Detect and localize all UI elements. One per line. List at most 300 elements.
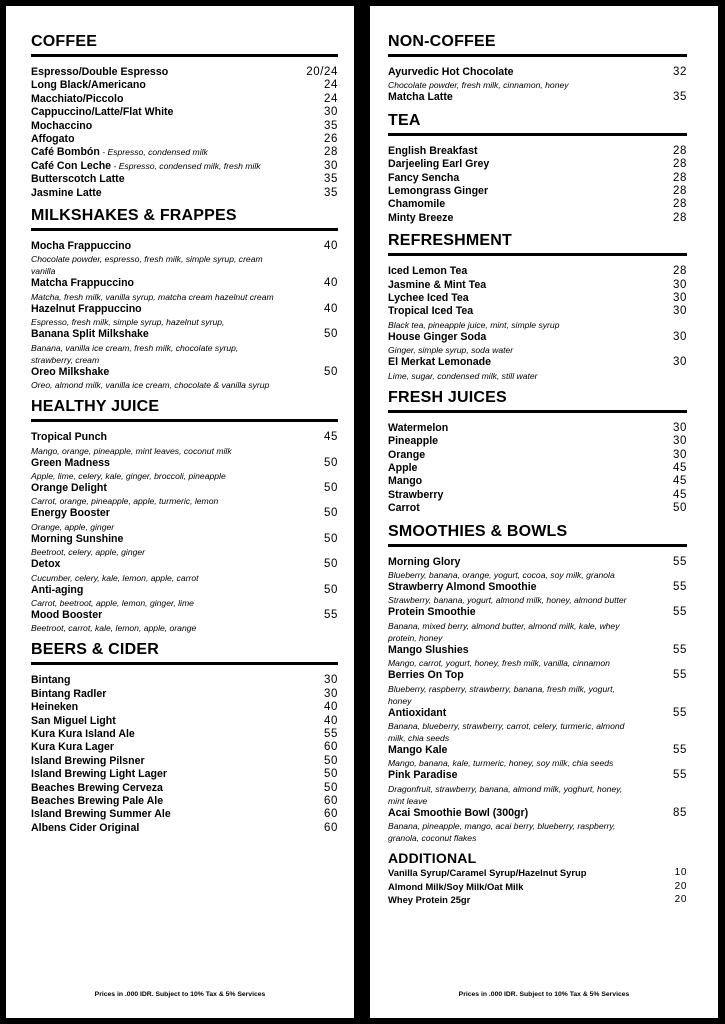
price-note: Prices in .000 IDR. Subject to 10% Tax & 5% Services	[458, 991, 630, 998]
menu-section	[388, 850, 687, 906]
item-name-label: Café Con Leche	[31, 159, 112, 172]
menu-item	[31, 768, 338, 781]
item-name-label: Bintang Radler	[31, 687, 107, 700]
item-price: 55	[673, 606, 687, 619]
menu-item	[388, 422, 687, 435]
section-title: HEALTHY JUICE	[31, 398, 160, 416]
item-price: 50	[324, 481, 338, 494]
section-divider	[388, 133, 687, 136]
item-name	[388, 462, 417, 475]
item-name	[31, 187, 102, 200]
item-name-label: Green Madness	[31, 456, 110, 469]
item-price: 30	[324, 106, 338, 119]
item-price: 55	[324, 727, 338, 740]
section-title: COFFEE	[31, 33, 98, 50]
item-description: Carrot, orange, pineapple, apple, turmeric, lemon	[31, 496, 219, 507]
item-price: 20	[674, 880, 687, 892]
item-name	[388, 158, 489, 171]
menu-item	[31, 584, 338, 609]
item-price: 30	[673, 435, 687, 448]
menu-item	[31, 558, 338, 583]
item-description: Cucumber, celery, kale, lemon, apple, carrot	[31, 572, 199, 583]
menu-item	[388, 91, 687, 104]
menu-item	[31, 133, 338, 146]
item-name-label: Cappuccino/Latte/Flat White	[31, 106, 174, 119]
menu-item-text	[388, 807, 638, 844]
item-price: 35	[324, 186, 338, 199]
item-description: Matcha, fresh milk, vanilla syrup, matcha cream hazelnut cream	[31, 291, 274, 302]
item-description: Carrot, beetroot, apple, lemon, ginger, lime	[31, 597, 194, 608]
menu-item-text	[31, 609, 281, 634]
menu-item-text	[31, 66, 168, 79]
menu-item	[388, 880, 687, 893]
item-name	[388, 893, 470, 906]
item-name	[388, 422, 448, 435]
item-name-label: Whey Protein 25gr	[388, 894, 471, 905]
item-name	[388, 556, 638, 569]
item-description: Mango, banana, kale, turmeric, honey, soy milk, chia seeds	[388, 758, 614, 769]
item-price: 28	[673, 198, 687, 211]
item-price: 45	[673, 461, 687, 474]
item-price: 28	[673, 144, 687, 157]
menu-item	[31, 741, 338, 754]
menu-item-text	[388, 91, 453, 104]
item-price: 60	[324, 795, 338, 807]
menu-item	[388, 356, 687, 381]
menu-item	[388, 489, 687, 502]
menu-section	[388, 111, 687, 225]
item-price: 24	[324, 92, 338, 105]
menu-item-text	[31, 808, 171, 821]
menu-item	[388, 866, 687, 879]
item-name	[31, 106, 173, 119]
item-name-label: Watermelon	[388, 421, 449, 434]
item-name-label: Mango Kale	[388, 743, 448, 756]
menu-section	[31, 32, 338, 200]
item-name	[388, 265, 467, 278]
item-name	[31, 507, 281, 520]
item-description: Dragonfruit, strawberry, banana, almond milk, yoghurt, honey, mint leave	[388, 783, 623, 806]
item-name	[31, 431, 281, 444]
item-name	[388, 145, 478, 158]
item-name-label: Island Brewing Summer Ale	[31, 808, 171, 821]
item-price: 50	[324, 583, 338, 596]
item-name	[388, 606, 638, 619]
item-price: 35	[673, 91, 687, 104]
item-name	[388, 331, 638, 344]
menu-item-text	[388, 449, 425, 462]
menu-item	[31, 173, 338, 186]
item-name-label: Detox	[31, 558, 61, 571]
menu-item	[31, 79, 338, 92]
item-name-label: Morning Sunshine	[31, 532, 124, 545]
item-name	[31, 715, 116, 728]
menu-item-text	[388, 279, 486, 292]
item-name-label: Mood Booster	[31, 608, 103, 621]
menu-item-text	[388, 707, 638, 744]
menu-item	[388, 145, 687, 158]
item-price: 50	[324, 781, 338, 794]
menu-item	[388, 669, 687, 706]
item-name-label: Strawberry Almond Smoothie	[388, 580, 537, 593]
item-description: Chocolate powder, fresh milk, cinnamon, honey	[388, 80, 569, 91]
section-divider	[388, 54, 687, 57]
item-name-label: Kura Kura Island Ale	[31, 727, 135, 740]
menu-item-text	[31, 755, 145, 768]
item-name-label: Iced Lemon Tea	[388, 265, 468, 278]
menu-item	[31, 240, 338, 277]
item-description: Black tea, pineapple juice, mint, simple syrup	[388, 319, 560, 330]
item-inline-description: - Espresso, condensed milk, fresh milk	[111, 160, 261, 171]
item-price: 28	[673, 171, 687, 184]
menu-item-text	[388, 158, 489, 171]
item-name-label: Kura Kura Lager	[31, 741, 115, 754]
item-price: 60	[324, 821, 338, 834]
menu-item	[388, 581, 687, 606]
item-name	[388, 581, 638, 594]
item-price: 26	[324, 133, 338, 146]
item-description: Banana, mixed berry, almond butter, almond milk, kale, whey protein, honey	[388, 620, 620, 643]
item-name-label: Oreo Milkshake	[31, 365, 110, 378]
section-title: BEERS & CIDER	[31, 641, 159, 659]
menu-item	[31, 160, 338, 173]
menu-item-text	[31, 584, 281, 609]
item-price: 30	[673, 292, 687, 305]
item-name-label: Albens Cider Original	[31, 821, 140, 834]
item-name-label: Strawberry	[388, 488, 444, 501]
item-name	[388, 502, 420, 515]
menu-column-right	[388, 32, 687, 912]
item-name	[31, 741, 114, 754]
menu-item	[388, 185, 687, 198]
item-name-label: Almond Milk/Soy Milk/Oat Milk	[388, 880, 524, 892]
menu-item	[388, 449, 687, 462]
menu-item-text	[388, 66, 638, 91]
item-price: 40	[324, 714, 338, 727]
item-price: 60	[324, 808, 338, 821]
item-name-label: Jasmine Latte	[31, 186, 102, 199]
section-title: REFRESHMENT	[388, 232, 512, 250]
section-title: TEA	[388, 111, 421, 129]
section-title: SMOOTHIES & BOWLS	[388, 522, 568, 540]
menu-item-text	[31, 303, 281, 328]
item-name-label: Beaches Brewing Pale Ale	[31, 795, 164, 807]
item-price: 55	[673, 580, 687, 593]
item-name	[31, 768, 167, 781]
section-divider	[388, 410, 687, 413]
item-price: 30	[673, 330, 687, 343]
item-name-label: Lemongrass Ginger	[388, 185, 489, 198]
item-price: 30	[673, 448, 687, 461]
section-divider	[31, 662, 338, 665]
item-name-label: San Miguel Light	[31, 714, 116, 727]
item-name-label: Orange	[388, 448, 426, 461]
item-price: 40	[324, 277, 338, 290]
item-description: Banana, vanilla ice cream, fresh milk, chocolate syrup, strawberry, cream	[31, 342, 239, 365]
menu-item	[31, 808, 338, 821]
menu-item	[388, 158, 687, 171]
item-name-label: Long Black/Americano	[31, 79, 146, 92]
item-name-label: Island Brewing Pilsner	[31, 754, 145, 767]
item-name	[388, 644, 638, 657]
menu-item-text	[388, 435, 438, 448]
item-price: 50	[324, 768, 338, 781]
menu-item-text	[31, 240, 281, 277]
item-price: 55	[673, 669, 687, 682]
item-name	[31, 457, 281, 470]
item-description: Banana, pineapple, mango, acai berry, blueberry, raspberry, granola, coconut flakes	[388, 821, 616, 844]
menu-item-text	[31, 277, 281, 302]
item-name	[388, 669, 638, 682]
item-price: 28	[673, 185, 687, 198]
menu-item	[31, 66, 338, 79]
menu-item	[31, 755, 338, 768]
menu-item-text	[388, 866, 587, 879]
menu-item-text	[31, 120, 92, 133]
item-price: 20	[674, 894, 687, 905]
menu-item	[388, 435, 687, 448]
section-title: ADDITIONAL	[388, 850, 477, 867]
menu-item	[388, 212, 687, 225]
menu-item	[388, 807, 687, 844]
menu-item-text	[388, 556, 638, 581]
item-name-label: Chamomile	[388, 198, 446, 211]
item-name	[31, 533, 281, 546]
menu-section	[388, 32, 687, 105]
menu-item	[31, 688, 338, 701]
menu-item	[31, 457, 338, 482]
item-name-label: Mango Slushies	[388, 643, 469, 656]
menu-item	[388, 66, 687, 91]
menu-item-text	[388, 744, 638, 769]
item-name	[31, 328, 281, 341]
menu-item-text	[31, 795, 163, 808]
menu-item	[388, 893, 687, 906]
item-price: 24	[324, 79, 338, 92]
menu-item-text	[31, 507, 281, 532]
menu-item-text	[388, 172, 459, 185]
menu-item	[388, 462, 687, 475]
item-name	[31, 808, 171, 821]
menu-item	[388, 606, 687, 643]
menu-column-left	[31, 32, 338, 841]
item-name-label: Apple	[388, 461, 418, 474]
menu-item-text	[31, 93, 123, 106]
menu-item-text	[31, 741, 114, 754]
item-name	[388, 185, 488, 198]
item-name	[31, 133, 75, 146]
menu-item-text	[388, 502, 420, 515]
menu-item	[31, 609, 338, 634]
item-description: Beetroot, carrot, kale, lemon, apple, orange	[31, 623, 197, 634]
item-name	[31, 277, 281, 290]
item-description: Chocolate powder, espresso, fresh milk, simple syrup, cream vanilla	[31, 254, 263, 277]
menu-item	[388, 556, 687, 581]
menu-item	[31, 328, 338, 365]
section-divider	[31, 228, 338, 231]
item-name-label: El Merkat Lemonade	[388, 356, 492, 369]
menu-item-text	[31, 146, 208, 159]
item-name-label: Vanilla Syrup/Caramel Syrup/Hazelnut Syrup	[388, 867, 587, 879]
menu-item-text	[31, 133, 75, 146]
item-description: Espresso, fresh milk, simple syrup, hazelnut syrup,	[31, 317, 225, 328]
item-price: 30	[324, 687, 338, 700]
menu-item	[388, 769, 687, 806]
section-divider	[388, 544, 687, 547]
menu-item	[388, 279, 687, 292]
menu-item-text	[388, 880, 523, 893]
item-name	[31, 173, 125, 186]
item-price: 50	[673, 502, 687, 515]
menu-item-text	[31, 782, 163, 795]
item-price: 30	[324, 159, 338, 172]
menu-section	[388, 231, 687, 381]
menu-item-text	[388, 644, 638, 669]
menu-item	[31, 120, 338, 133]
item-name	[31, 609, 281, 622]
item-name	[31, 160, 261, 173]
item-description: Mango, carrot, yogurt, honey, fresh milk, vanilla, cinnamon	[388, 658, 610, 669]
menu-item-text	[31, 160, 261, 173]
menu-item-text	[31, 715, 116, 728]
item-name-label: Mocha Frappuccino	[31, 240, 132, 253]
item-name	[388, 769, 638, 782]
menu-item-text	[388, 212, 453, 225]
item-price: 50	[324, 754, 338, 767]
item-description: Beetroot, celery, apple, ginger	[31, 547, 146, 558]
item-price: 32	[673, 66, 687, 78]
item-price: 55	[673, 706, 687, 719]
menu-item	[31, 795, 338, 808]
item-name	[388, 212, 453, 225]
item-description: Lime, sugar, condensed milk, still water	[388, 370, 538, 381]
menu-item-text	[388, 198, 445, 211]
section-title: FRESH JUICES	[388, 388, 507, 406]
item-name	[388, 475, 422, 488]
menu-item	[31, 674, 338, 687]
menu-item-text	[388, 606, 638, 643]
menu-item-text	[388, 422, 448, 435]
item-price: 55	[673, 769, 687, 782]
section-divider	[388, 253, 687, 256]
menu-item	[31, 187, 338, 200]
item-price: 50	[324, 456, 338, 469]
item-name	[31, 822, 139, 835]
item-name-label: Lychee Iced Tea	[388, 292, 469, 305]
item-name	[31, 146, 208, 159]
item-name-label: Beaches Brewing Cerveza	[31, 781, 163, 794]
menu-item-text	[388, 292, 469, 305]
item-name-label: Mango	[388, 475, 423, 488]
item-name-label: Darjeeling Earl Grey	[388, 158, 490, 171]
item-name-label: Berries On Top	[388, 669, 464, 682]
item-price: 55	[673, 555, 687, 568]
menu-item-text	[31, 482, 281, 507]
item-description: Orange, apple, ginger	[31, 521, 115, 532]
menu-item	[388, 265, 687, 278]
menu-item	[31, 146, 338, 159]
item-name-label: Butterscotch Latte	[31, 173, 125, 186]
menu-item	[31, 431, 338, 456]
item-price: 55	[673, 743, 687, 756]
menu-item-text	[31, 457, 281, 482]
item-name	[388, 305, 638, 318]
item-price: 45	[673, 475, 687, 488]
item-name	[388, 279, 486, 292]
menu-item-text	[31, 366, 281, 391]
item-name	[388, 866, 587, 879]
menu-item-text	[31, 728, 135, 741]
item-price: 10	[674, 867, 687, 879]
item-name-label: Protein Smoothie	[388, 606, 476, 619]
item-description: Ginger, simple syrup, soda water	[388, 345, 514, 356]
item-name-label: Hazelnut Frappuccino	[31, 302, 142, 315]
menu-item-text	[31, 187, 102, 200]
item-name-label: Anti-aging	[31, 583, 84, 596]
item-name	[31, 728, 135, 741]
item-name	[388, 449, 425, 462]
menu-item	[31, 507, 338, 532]
item-name-label: Espresso/Double Espresso	[31, 66, 169, 78]
item-description: Apple, lime, celery, kale, ginger, broccoli, pineapple	[31, 470, 226, 481]
menu-item-text	[388, 185, 488, 198]
section-divider	[31, 419, 338, 422]
item-name	[388, 880, 523, 893]
item-name	[388, 356, 638, 369]
menu-section	[31, 640, 338, 835]
menu-item-text	[31, 688, 106, 701]
item-name-label: Matcha Frappuccino	[31, 277, 135, 290]
menu-page-right	[370, 6, 718, 1018]
menu-item	[31, 533, 338, 558]
item-name-label: Bintang	[31, 674, 71, 687]
menu-item-text	[31, 328, 281, 365]
menu-item-text	[388, 489, 443, 502]
item-price: 60	[324, 741, 338, 754]
item-name-label: Morning Glory	[388, 555, 461, 568]
item-name	[31, 795, 163, 808]
item-name-label: Matcha Latte	[388, 91, 453, 104]
menu-item-text	[31, 173, 125, 186]
menu-item	[31, 93, 338, 106]
item-price: 50	[324, 507, 338, 520]
item-name	[388, 489, 443, 502]
menu-item-text	[31, 79, 146, 92]
menu-item	[31, 728, 338, 741]
menu-item	[31, 715, 338, 728]
item-price: 35	[324, 119, 338, 132]
item-name	[31, 66, 168, 79]
item-name-label: Tropical Punch	[31, 431, 107, 444]
item-name	[31, 240, 281, 253]
item-name-label: Island Brewing Light Lager	[31, 768, 167, 781]
item-name	[388, 292, 469, 305]
item-name-label: Affogato	[31, 133, 75, 146]
item-price: 40	[324, 302, 338, 315]
item-name-label: Energy Booster	[31, 507, 110, 520]
menu-item	[31, 822, 338, 835]
item-price: 30	[673, 356, 687, 369]
item-price: 50	[324, 532, 338, 545]
item-name	[31, 366, 281, 379]
menu-item	[31, 701, 338, 714]
menu-item-text	[388, 893, 470, 906]
menu-item	[388, 172, 687, 185]
item-price: 30	[673, 421, 687, 434]
section-title: NON-COFFEE	[388, 33, 496, 50]
item-price: 45	[324, 431, 338, 444]
item-name	[31, 303, 281, 316]
